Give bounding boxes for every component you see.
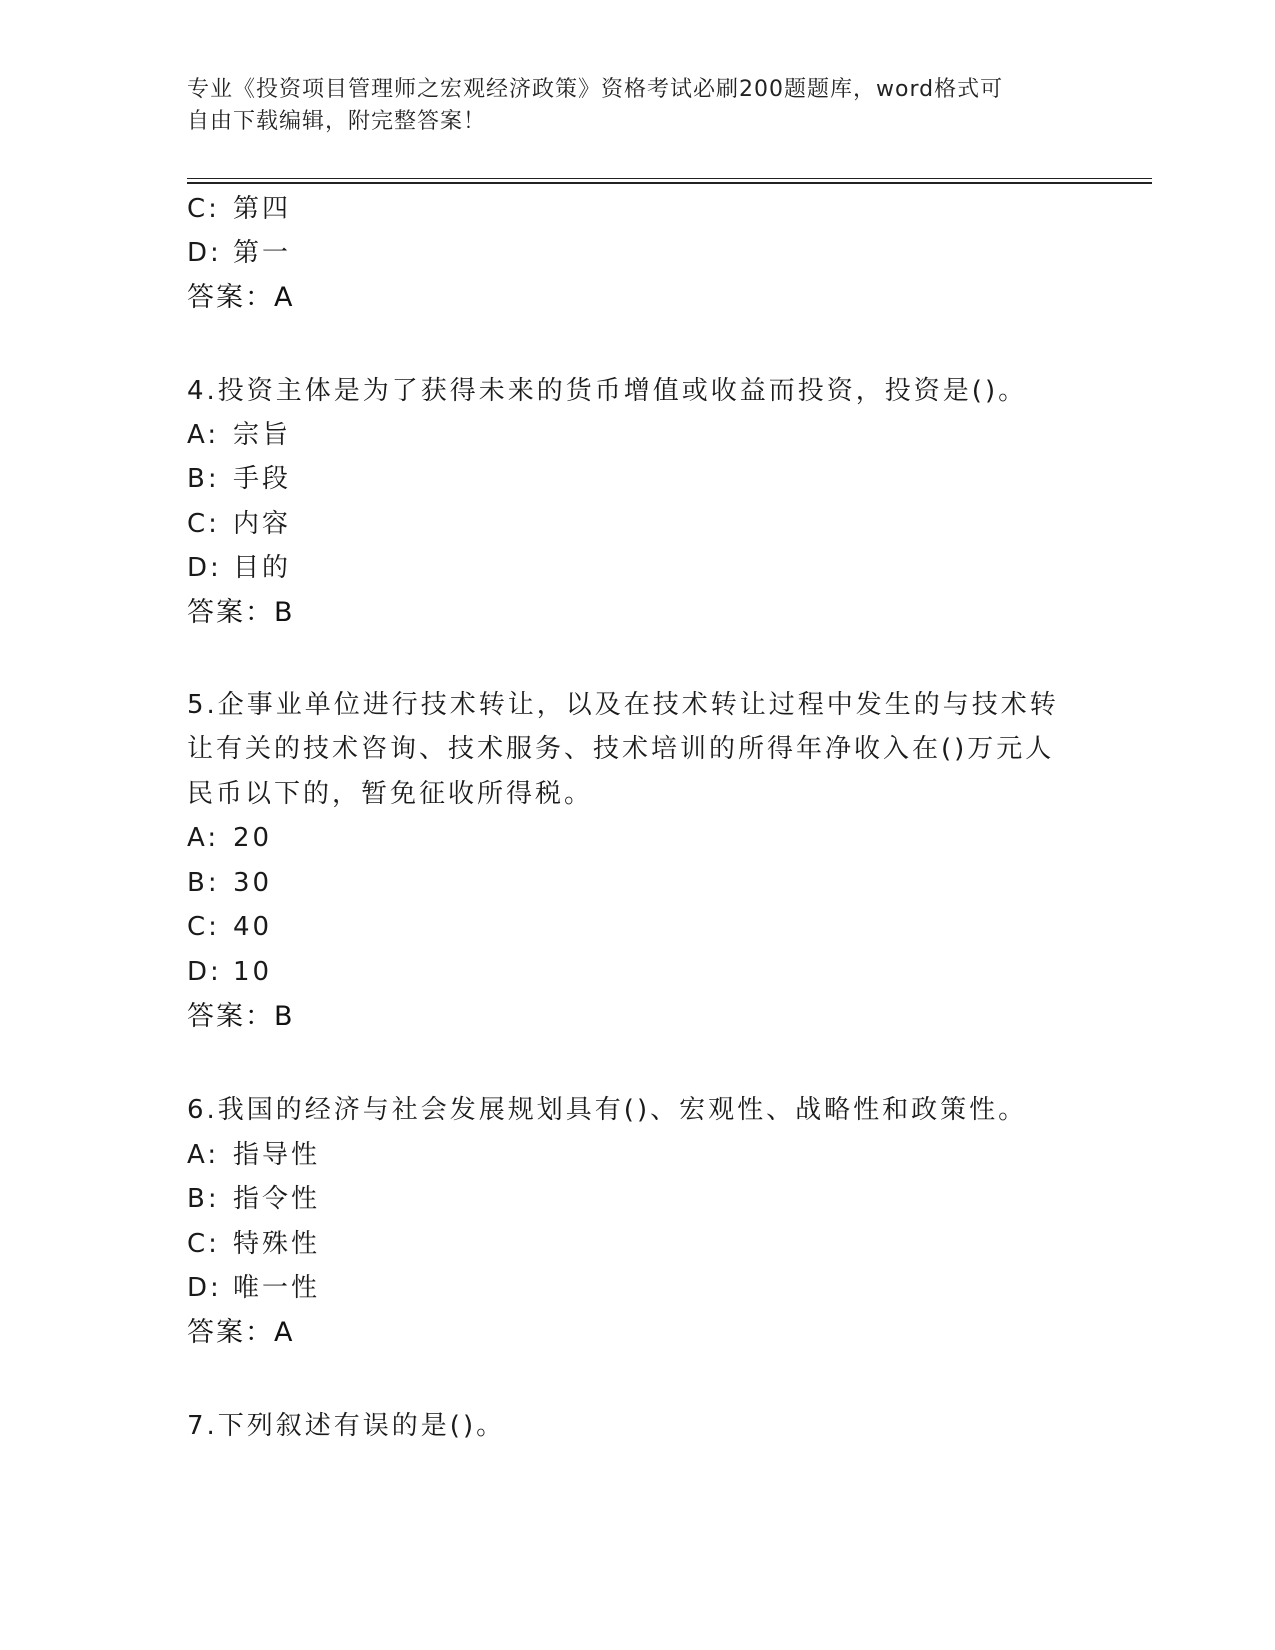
option-row xyxy=(187,955,272,989)
option-letter: D: xyxy=(187,1273,222,1303)
question-stem-line: 让有关的技术咨询、技术服务、技术培训的所得年净收入在()万元人 xyxy=(187,734,1055,764)
option-text: 指导性 xyxy=(233,1140,321,1170)
option-text: 20 xyxy=(233,823,273,853)
option-text: 第一 xyxy=(233,238,292,268)
option-letter: D: xyxy=(187,957,222,987)
option-letter: A: xyxy=(187,823,220,853)
question-stem-line: 民币以下的，暂免征收所得税。 xyxy=(187,779,594,809)
header-rule-thin xyxy=(187,178,1152,179)
option-row xyxy=(187,910,272,944)
answer-line: 答案：A xyxy=(187,282,295,313)
option-row xyxy=(187,462,291,496)
option-row xyxy=(187,1182,320,1216)
option-letter: A: xyxy=(187,1140,220,1170)
option-letter: B: xyxy=(187,1184,220,1214)
option-text: 手段 xyxy=(233,464,292,494)
option-letter: C: xyxy=(187,912,220,942)
option-text: 第四 xyxy=(233,194,292,224)
option-letter: B: xyxy=(187,868,220,898)
option-letter: D: xyxy=(187,553,222,583)
header-rule-thick xyxy=(187,182,1152,184)
answer-line: 答案：A xyxy=(187,1317,295,1348)
option-text: 宗旨 xyxy=(233,420,292,450)
option-letter: C: xyxy=(187,194,220,224)
option-row xyxy=(187,821,272,855)
option-letter: C: xyxy=(187,509,220,539)
option-row xyxy=(187,866,272,900)
option-row xyxy=(187,1271,320,1305)
option-letter: D: xyxy=(187,238,222,268)
question-stem: 6.我国的经济与社会发展规划具有()、宏观性、战略性和政策性。 xyxy=(187,1095,1028,1125)
question-stem: 7.下列叙述有误的是()。 xyxy=(187,1411,506,1441)
option-text: 40 xyxy=(233,912,273,942)
option-row xyxy=(187,418,291,452)
option-row xyxy=(187,236,291,270)
option-text: 内容 xyxy=(233,509,292,539)
option-text: 指令性 xyxy=(233,1184,321,1214)
option-letter: A: xyxy=(187,420,220,450)
option-letter: B: xyxy=(187,464,220,494)
option-text: 唯一性 xyxy=(233,1273,321,1303)
option-row xyxy=(187,507,291,541)
answer-line: 答案：B xyxy=(187,597,295,628)
header-line-1: 专业《投资项目管理师之宏观经济政策》资格考试必刷200题题库，word格式可 xyxy=(187,77,1004,102)
document-header xyxy=(187,74,1077,138)
option-text: 目的 xyxy=(233,553,292,583)
option-text: 10 xyxy=(233,957,273,987)
option-row xyxy=(187,551,291,585)
header-line-2: 自由下载编辑，附完整答案！ xyxy=(187,109,487,134)
option-text: 30 xyxy=(233,868,273,898)
option-row xyxy=(187,1138,320,1172)
option-letter: C: xyxy=(187,1229,220,1259)
option-row xyxy=(187,1227,320,1261)
option-row xyxy=(187,192,291,226)
question-stem: 4.投资主体是为了获得未来的货币增值或收益而投资，投资是()。 xyxy=(187,376,1028,406)
option-text: 特殊性 xyxy=(233,1229,321,1259)
answer-line: 答案：B xyxy=(187,1001,295,1032)
question-stem-line: 5.企事业单位进行技术转让，以及在技术转让过程中发生的与技术转 xyxy=(187,690,1059,720)
